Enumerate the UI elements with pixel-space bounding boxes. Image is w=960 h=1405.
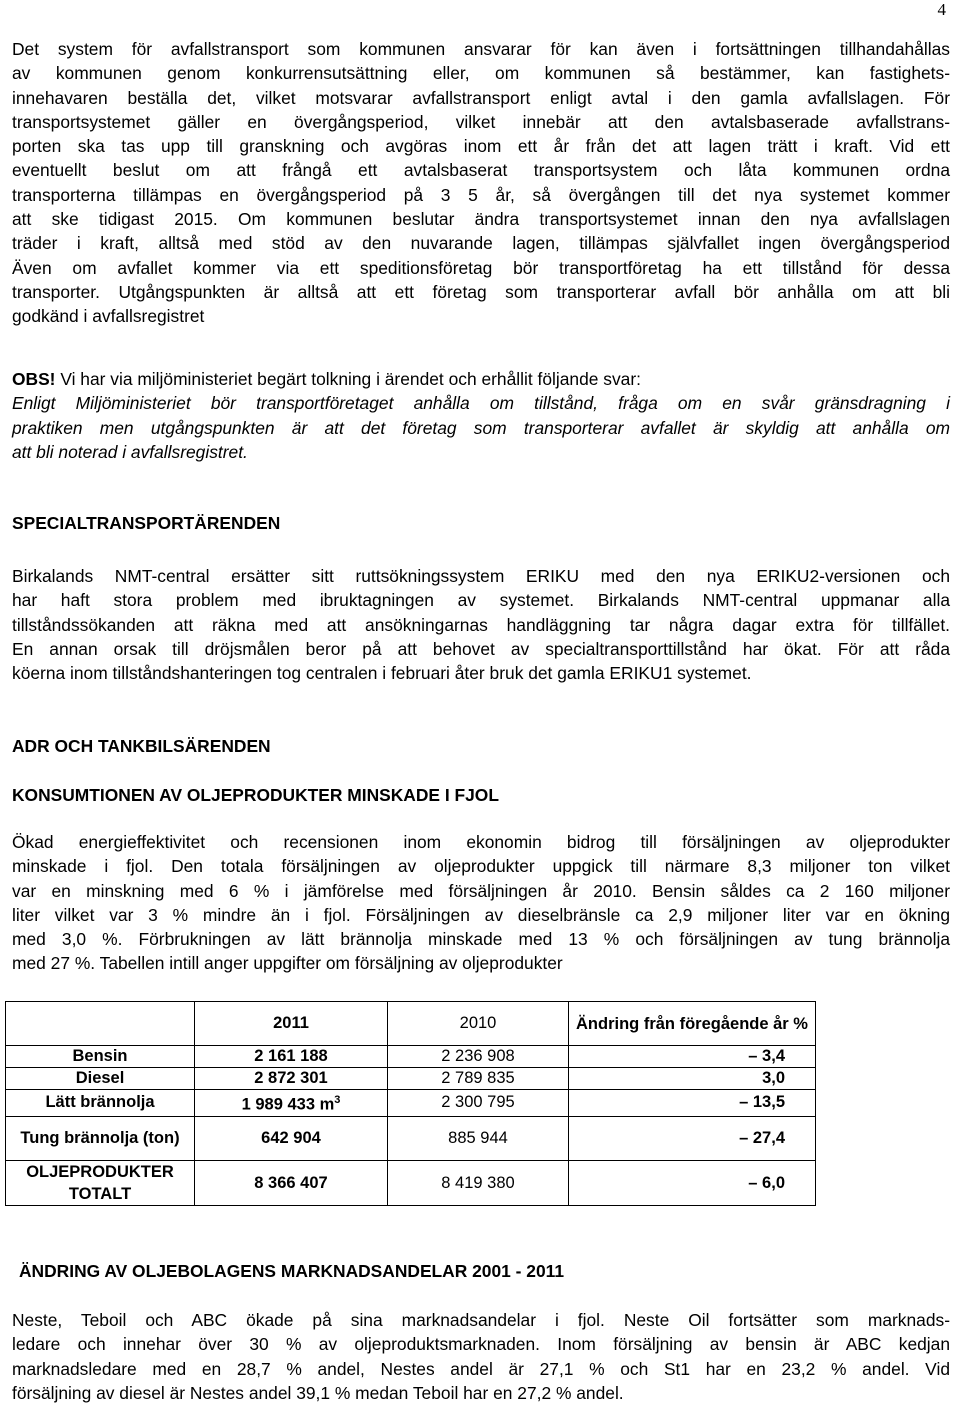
adr-line: med 27 %. Tabellen intill anger uppgifter om försäljning av oljeprodukter <box>12 953 563 974</box>
adr-line: Ökad energieffektivitet och recensionen inom ekonomin bidrog till försäljningen av oljeprodukter <box>12 832 950 852</box>
table-row <box>6 1068 816 1090</box>
intro-line: eventuellt beslut om att frångå ett avtalsbaserat transportsystem och låta kommunen ordna <box>12 160 950 181</box>
special-line: tillståndssökanden att räkna med att ansökningarnas handläggning tar några dagar extra för tillfället. <box>12 614 950 635</box>
adr-line: var en minskning med 6 % i jämförelse med försäljningen år 2010. Bensin såldes ca 2 160 miljoner <box>12 880 950 901</box>
table-cell: 885 944 <box>388 1116 569 1160</box>
table-cell: 2 789 835 <box>388 1068 569 1090</box>
intro-line: porten ska tas upp till granskning och avgöras inom ett år från det att lagen trätt i kraft. Vid ett <box>12 136 950 157</box>
market-line: försäljning av diesel är Nestes andel 39,1 % medan Teboil har en 27,2 % andel. <box>12 1382 624 1403</box>
table-cell: 8 419 380 <box>388 1160 569 1205</box>
table-cell: OLJEPRODUKTER TOTALT <box>6 1160 195 1205</box>
table-cell: – 6,0 <box>569 1160 816 1205</box>
market-paragraph <box>12 1308 950 1405</box>
market-line: Neste, Teboil och ABC ökade på sina marknadsandelar i fjol. Neste Oil fortsätter som marknads- <box>12 1310 950 1330</box>
table-row <box>6 1090 816 1117</box>
obs-paragraph <box>12 367 950 464</box>
table-cell: Bensin <box>6 1046 195 1068</box>
special-heading: SPECIALTRANSPORTÄRENDEN <box>12 513 281 533</box>
adr-line: liter vilket var 3 % mindre än i fjol. Försäljningen av dieselbränsle ca 2,9 miljoner liter var en ökning <box>12 904 950 925</box>
special-paragraph <box>12 564 950 685</box>
intro-line: Det system för avfallstransport som kommunen ansvarar för kan även i fortsättningen tillhandahållas <box>12 39 950 59</box>
intro-line: Även om avfallet kommer via ett speditionsföretag bör transportföretag ha ett tillstånd för dessa <box>12 257 950 278</box>
table-cell: Diesel <box>6 1068 195 1090</box>
obs-answer-line: Enligt Miljöministeriet bör transportföretaget anhålla om tillstånd, fråga om en svår gränsdragning i <box>12 393 950 414</box>
special-line: köerna inom tillståndshanteringen tog centralen i februari åter bruk det gamla ERIKU1 systemet. <box>12 663 752 684</box>
obs-label: OBS! <box>12 369 56 389</box>
table-row <box>6 1160 816 1205</box>
table-cell: 2 872 301 <box>195 1068 388 1090</box>
table-cell: 8 366 407 <box>195 1160 388 1205</box>
table-cell: Lätt brännolja <box>6 1090 195 1117</box>
intro-line: transporter. Utgångspunkten är alltså att ett företag som transporterar avfall bör anhålla om att bli <box>12 281 950 302</box>
adr-subheading: KONSUMTIONEN AV OLJEPRODUKTER MINSKADE I FJOL <box>12 785 499 805</box>
special-line: har haft stora problem med ibruktagningen av systemet. Birkalands NMT-central uppmanar alla <box>12 590 950 611</box>
table-row <box>6 1116 816 1160</box>
table-cell: – 3,4 <box>569 1046 816 1068</box>
adr-heading: ADR OCH TANKBILSÄRENDEN <box>12 736 271 756</box>
superscript: 3 <box>334 1094 341 1106</box>
adr-paragraph <box>12 830 950 976</box>
table-cell: – 13,5 <box>569 1090 816 1117</box>
intro-line: transportsystemet gäller en övergångsperiod, vilket innebär att den avtalsbaserade avfallstrans- <box>12 111 950 132</box>
table-cell: 2 161 188 <box>195 1046 388 1068</box>
table-row <box>6 1046 816 1068</box>
table-header-cell: Ändring från föregående år % <box>569 1002 816 1046</box>
intro-paragraph <box>12 37 950 329</box>
table-cell: 2 236 908 <box>388 1046 569 1068</box>
market-heading: ÄNDRING AV OLJEBOLAGENS MARKNADSANDELAR 2001 - 2011 <box>19 1261 565 1281</box>
table-cell: – 27,4 <box>569 1116 816 1160</box>
special-line: En annan orsak till dröjsmålen beror på att behovet av specialtransporttillstånd har ökat. För att råda <box>12 638 950 659</box>
table-cell <box>195 1090 388 1117</box>
adr-line: minskade i fjol. Den totala försäljningen av oljeprodukter uppgick till närmare 8,3 miljoner ton vilket <box>12 856 950 877</box>
table-header-cell <box>6 1002 195 1046</box>
obs-answer-line: praktiken men utgångspunkten är att det företag som transporterar avfallet är skyldig att anhålla om <box>12 417 950 438</box>
obs-line <box>12 367 950 391</box>
special-line: Birkalands NMT-central ersätter sitt ruttsökningssystem ERIKU med den nya ERIKU2-versionen och <box>12 566 950 586</box>
intro-line: godkänd i avfallsregistret <box>12 306 205 327</box>
table-cell: 2 300 795 <box>388 1090 569 1117</box>
intro-line: av kommunen genom konkurrensutsättning eller, om kommunen så bestämmer, kan fastighets- <box>12 63 950 84</box>
adr-line: med 3,0 %. Förbrukningen av lätt brännolja minskade med 13 % och försäljningen av tung brännolja <box>12 929 950 950</box>
table-cell-value: 1 989 433 m <box>241 1095 335 1114</box>
table-cell: 642 904 <box>195 1116 388 1160</box>
oil-sales-table <box>5 1001 816 1206</box>
table-header-cell: 2010 <box>388 1002 569 1046</box>
table-cell: Tung brännolja (ton) <box>6 1116 195 1160</box>
obs-text: Vi har via miljöministeriet begärt tolkning i ärendet och erhållit följande svar: <box>55 369 641 389</box>
intro-line: att ske tidigast 2015. Om kommunen beslutar ändra transportsystemet innan den nya avfallslagen <box>12 209 950 230</box>
table-cell: 3,0 <box>569 1068 816 1090</box>
market-line: marknadsledare med en 28,7 % andel, Nestes andel är 27,1 % och St1 har en 23,2 % andel. Vid <box>12 1358 950 1379</box>
intro-line: innehavaren beställa det, vilket motsvarar avfallstransport enligt avtal i den gamla avfallslagen. För <box>12 87 950 108</box>
obs-answer-line: att bli noterad i avfallsregistret. <box>12 441 248 462</box>
table-header-row <box>6 1002 816 1046</box>
page-number: 4 <box>937 0 946 19</box>
intro-line: transporterna tillämpas en övergångsperiod på 3 5 år, så övergången till det nya systemet kommer <box>12 184 950 205</box>
market-line: ledare och innehar över 30 % av oljeproduktsmarknaden. Inom försäljning av bensin är ABC kedjan <box>12 1334 950 1355</box>
intro-line: träder i kraft, alltså med stöd av den nuvarande lagen, tillämpas självfallet ingen övergångsperiod <box>12 233 950 254</box>
table-header-cell: 2011 <box>195 1002 388 1046</box>
